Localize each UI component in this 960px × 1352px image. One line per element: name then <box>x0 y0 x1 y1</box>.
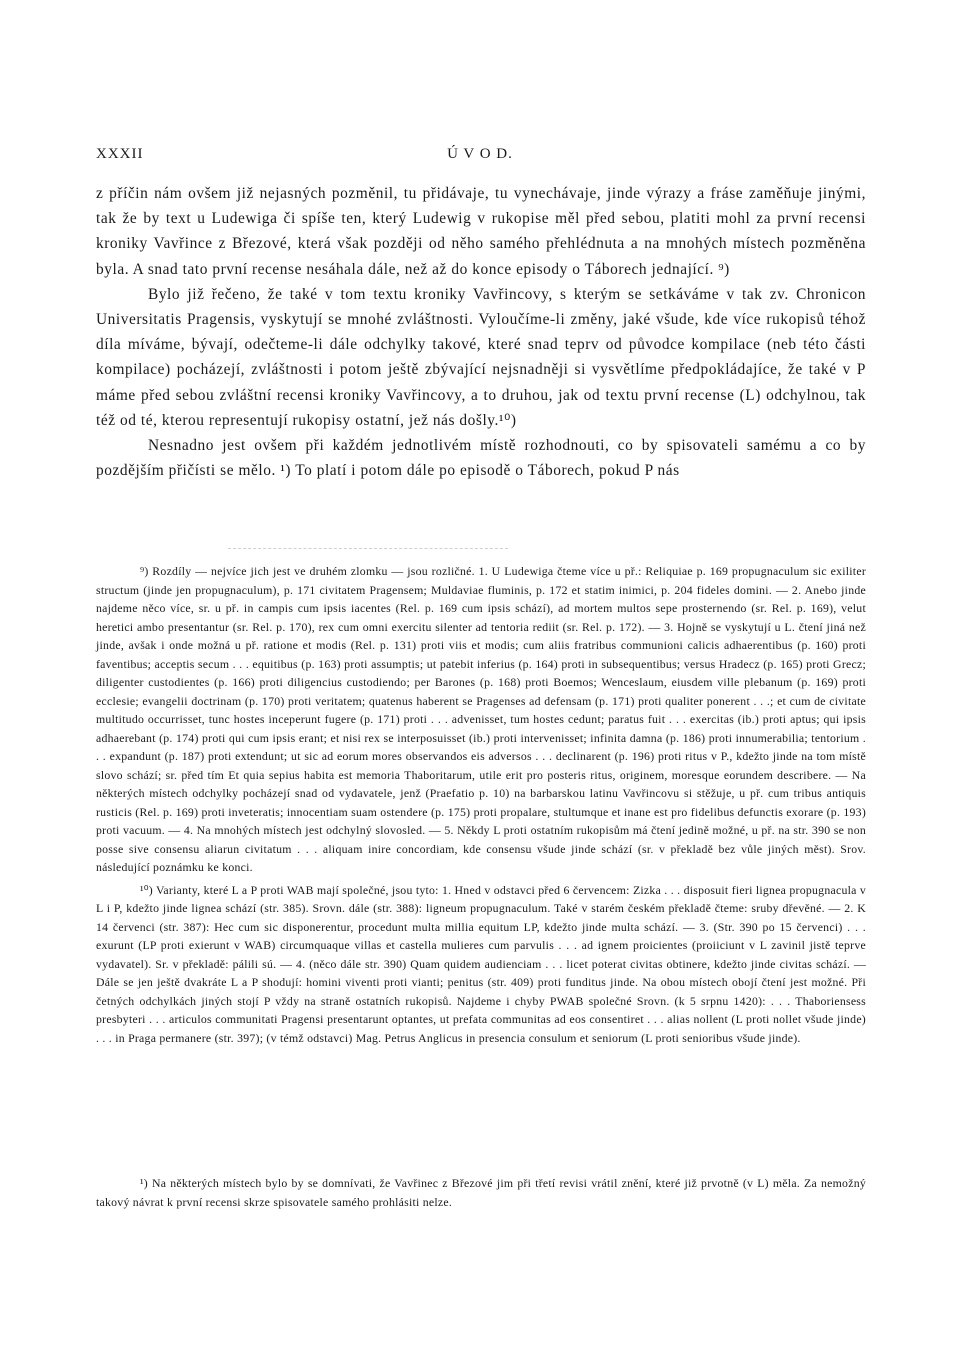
section-title: Ú V O D. <box>447 146 513 162</box>
main-text <box>96 181 866 483</box>
footnote-separator <box>228 548 508 549</box>
paragraph-1: z příčin nám ovšem již nejasných pozměnil, tu přidávaje, tu vynechávaje, jinde výrazy a fráse zaměňuje jinými, tak že by text u Ludewiga či spíše ten, který Ludewig v rukopise měl před sebou, platiti mohl za první recensi kroniky Vavřince z Březové, která však později od něho samého přehlédnuta a na mnohých místech pozměněna byla. A snad tato první recense nesáhala dále, než až do konce episody o Táborech jednající. ⁹) <box>96 185 866 278</box>
page-number: XXXII <box>96 146 144 162</box>
footnote-1: ¹) Na některých místech bylo by se domnívati, že Vavřinec z Březové jim při třetí revisi vrátil znění, které již prvotně (v L) měla. Za nemožný takový návrat k první recensi skrze spisovatele samého prohlásiti nelze. <box>96 1176 866 1209</box>
footnotes <box>96 562 866 1047</box>
footnote-1-block <box>96 1174 866 1211</box>
paragraph-3: Nesnadno jest ovšem při každém jednotlivém místě rozhodnouti, co by spisovateli samému a co by pozdějším přičísti se mělo. ¹) To platí i potom dále po episodě o Táborech, pokud P nás <box>96 437 866 480</box>
paragraph-2: Bylo již řečeno, že také v tom textu kroniky Vavřincovy, s kterým se setkáváme v tak zv. Chronicon Universitatis Pragensis, vyskytují se mnohé zvláštnosti. Vyloučíme-li změny, jaké všude, kde více rukopisů téhož díla míváme, bývají, odečteme-li dále odchylky takové, které snad teprv od původce kompilace (neb této části kompilace) pocházejí, zvláštnosti i potom ještě zbývající nejsnadněji si vysvětlíme předpokládajíce, že také v P máme před sebou zvláštní recensi kroniky Vavřincovy, a to druhou, jak od textu první recense (L) odchylnou, tak též od té, kterou representují rukopisy ostatní, jež nás došly.¹⁰) <box>96 285 866 429</box>
running-head <box>96 146 864 166</box>
footnote-9: ⁹) Rozdíly — nejvíce jich jest ve druhém zlomku — jsou rozličné. 1. U Ludewiga čteme více u př.: Reliquiae p. 169 propugnaculum sic exiliter structum (jinde jen propugnaculum), p. 171 civitatem Pragensem; Muldaviae fluminis, p. 172 et statim inimici, p. 204 fideles domini. — 2. Anebo jinde najdeme něco více, sr. u př. in campis cum ipsis iacentes (Rel. p. 169 cum ipsis schází), ad mortem multos sepe prosternendo (sr. Rel. p. 169), velut heretici ambo presentantur (sr. Rel. p. 170), rex cum omni exercitu silenter ad tentoria rediit (sr. Rel. p. 172). — 3. Hojně se vyskytují u L. čtení jiná než jinde, avšak i onde možná u př. ratione et modis (Rel. p. 131) proti viis et modis; cum aliis fratribus communioni calicis adhaerentibus (p. 160) proti faventibus; acceptis secum . . . equitibus (p. 163) proti assumptis; ut patebit inferius (p. 164) proti in subsequentibus; versus Hradecz (p. 165) proti Grecz; diligenter custodientes (p. 166) proti diligencius custodiendo; per Barones (p. 168) proti Boemos; Wenceslaum, eiusdem ville plebanum (p. 169) proti ecclesie; evangelii doctrinam (p. 170) proti veritatem; quatenus haberent se Pragenses ad defensam (p. 171) proti qualiter ponerent . . .; et cum de civitate multitudo occurrisset, tunc hostes inceperunt fugere (p. 171) proti . . . advenisset, tum hostes cedunt; paratus fuit . . . exercitas (ib.) proti aptus; qui ipsis adhaerebant (p. 174) proti qui cum ipsis erant; et nisi rex se interposuisset (ib.) proti intervenisset; infinita damna (p. 186) proti innumerabilia; tentorium . . . expandunt (p. 187) proti extendunt; ut sic ad eorum mores observandos eis adversos . . . declinarent (p. 196) proti ritus v P., kdežto jinde na tom místě slovo schází; sr. před tím Et quia sepius habita est memoria Thaboritarum, utile erit pro posteris ritus, originem, moresque eorundem describere. — Na některých místech odchylky pocházejí snad od vydavatele, jenž (Praefatio p. 10) na barbarskou latinu Vavřincovu si stěžuje, u př. cum tribus antiquis rusticis (Rel. p. 169) proti inveteratis; innocentiam suam ostendere (p. 175) proti propalare, stultumque et inane est pro fidelibus defunctis exorare (p. 193) proti vacuum. — 4. Na mnohých místech jest odchylný slovosled. — 5. Někdy L proti ostatním rukopisům má čtení jedině možné, u př. na str. 390 se non posse sive consensu aliarun civitatum . . . aliquam inire concordiam, kde consensu všude jinde schází (sr. v překladě bez vůle jiných měst). Srov. následující poznámku ke konci. <box>96 564 866 874</box>
footnote-10: ¹⁰) Varianty, které L a P proti WAB mají společné, jsou tyto: 1. Hned v odstavci před 6 červencem: Zizka . . . disposuit fieri lignea propugnacula v L i P, kdežto jinde lignea schází (str. 385). Srovn. dále (str. 388): ligneum propugnaculum. Také v starém českém překladě čteme: sruby dřevěné. — 2. K 14 červenci (str. 387): Hec cum sic disponerentur, procedunt multa millia equitum LP, kdežto jinde multa schází. — 3. (Str. 390 po 15 červenci) . . . exurunt (LP proti exierunt v WAB) circumquaque villas et castella mulieres cum parvulis . . . ad ignem proicientes (proiiciunt v L zavinil jistě teprve vydavatel). Sr. v překladě: pálili sú. — 4. (něco dále str. 390) Quam quidem audienciam . . . licet poterat civitas obtinere, kdežto jinde civitas schází. — Dále se jen ještě dvakráte L a P shodují: homini viventi proti vianti; penitus (str. 409) proti funditus jinde. Na obou místech obojí čtení jest možné. Při četných odchylkách jiných stojí P vždy na straně ostatních rukopisů. Najdeme i chyby PWAB společné Srovn. (k 5 srpnu 1420): . . . Thaboriensess presbyteri . . . articulos communitati Pragensi presentarunt optantes, ut prefata communitas ad eos consentiret . . . alias nollent (L proti nollet všude jinde) . . . in Praga permanere (str. 397); (v témž odstavci) Mag. Petrus Anglicus in presencia consulum et seniorum (L proti senioribus všude jinde). <box>96 882 866 1045</box>
